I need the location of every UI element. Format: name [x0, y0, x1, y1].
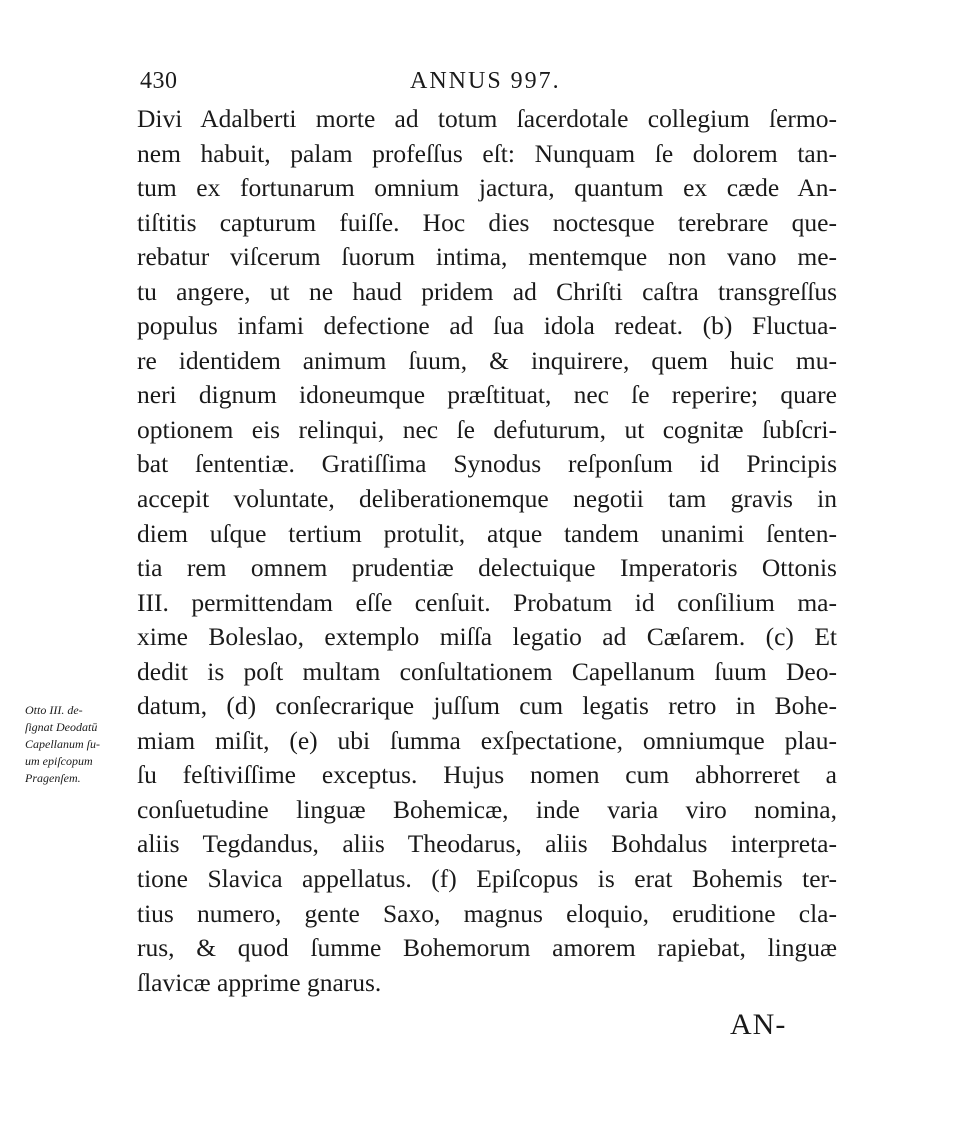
marginal-note-line: ſignat Deodatū — [25, 720, 98, 734]
text-line: dedit is poſt multam conſultationem Capellanum ſuum Deo- — [137, 656, 837, 686]
text-line: tu angere, ut ne haud pridem ad Chriſti caſtra transgreſſus — [137, 276, 837, 306]
text-line: populus infami defectione ad ſua idola redeat. (b) Fluctua- — [137, 311, 837, 341]
marginal-note-line: Pragenſem. — [25, 771, 81, 785]
text-line: tiſtitis capturum fuiſſe. Hoc dies noctesque terebrare que- — [137, 207, 837, 237]
text-line: ſu feſtiviſſime exceptus. Hujus nomen cum abhorreret a — [137, 760, 837, 790]
text-line: xime Boleslao, extemplo miſſa legatio ad Cæſarem. (c) Et — [137, 622, 837, 652]
text-line: tione Slavica appellatus. (f) Epiſcopus is erat Bohemis ter- — [137, 864, 837, 894]
text-line: rebatur viſcerum ſuorum intima, mentemque non vano me- — [137, 242, 837, 272]
marginal-note — [25, 702, 145, 787]
text-line: diem uſque tertium protulit, atque tandem unanimi ſenten- — [137, 518, 837, 548]
text-line: nem habuit, palam profeſſus eſt: Nunquam ſe dolorem tan- — [137, 138, 837, 168]
text-line: optionem eis relinqui, nec ſe defuturum, ut cognitæ ſubſcri- — [137, 414, 837, 444]
text-line: conſuetudine linguæ Bohemicæ, inde varia viro nomina, — [137, 794, 837, 824]
running-head: ANNUS 997. — [410, 68, 561, 94]
catchword: AN- — [730, 1008, 787, 1041]
text-line: accepit voluntate, deliberationemque negotii tam gravis in — [137, 484, 837, 514]
text-line: ſlavicæ apprime gnarus. — [137, 967, 382, 997]
text-line: miam miſit, (e) ubi ſumma exſpectatione, omniumque plau- — [137, 725, 837, 755]
marginal-note-line: Otto III. de- — [25, 703, 83, 717]
text-line: neri dignum idoneumque præſtituat, nec ſe reperire; quare — [137, 380, 837, 410]
text-line: III. permittendam eſſe cenſuit. Probatum id conſilium ma- — [137, 587, 837, 617]
marginal-note-line: um epiſcopum — [25, 754, 93, 768]
text-line: datum, (d) conſecrarique juſſum cum legatis retro in Bohe- — [137, 691, 837, 721]
text-line: rus, & quod ſumme Bohemorum amorem rapiebat, linguæ — [137, 933, 837, 963]
page-number: 430 — [140, 68, 178, 94]
main-text-block — [137, 102, 837, 1000]
text-line: tia rem omnem prudentiæ delectuique Imperatoris Ottonis — [137, 553, 837, 583]
text-line: bat ſententiæ. Gratiſſima Synodus reſponſum id Principis — [137, 449, 837, 479]
text-line: Divi Adalberti morte ad totum ſacerdotale collegium ſermo- — [137, 104, 837, 133]
marginal-note-line: Capellanum ſu- — [25, 737, 100, 751]
text-line: tum ex fortunarum omnium jactura, quantum ex cæde An- — [137, 173, 837, 203]
text-line: tius numero, gente Saxo, magnus eloquio, eruditione cla- — [137, 898, 837, 928]
text-line: aliis Tegdandus, aliis Theodarus, aliis Bohdalus interpreta- — [137, 829, 837, 859]
page-header — [140, 68, 840, 98]
text-line: re identidem animum ſuum, & inquirere, quem huic mu- — [137, 345, 837, 375]
